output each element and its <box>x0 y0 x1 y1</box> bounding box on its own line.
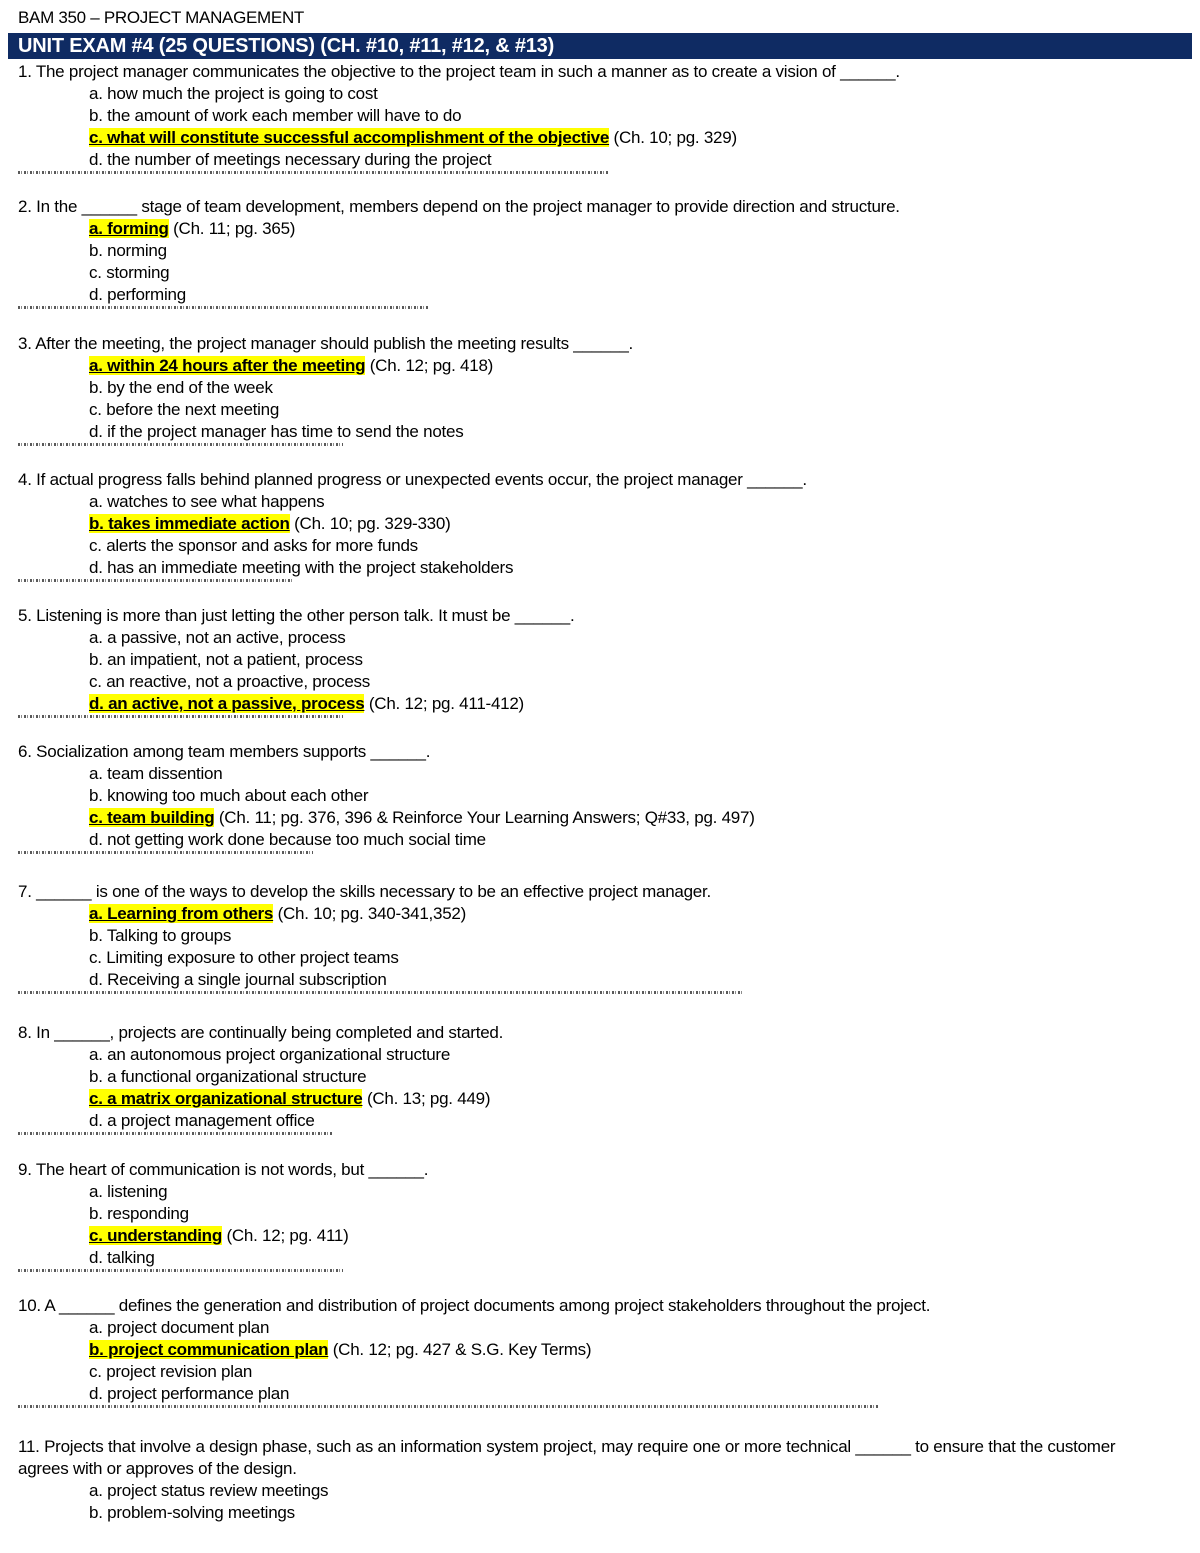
option-text: b. Talking to groups <box>89 926 232 945</box>
question-1 <box>0 61 1200 174</box>
correct-answer-option <box>0 903 1200 925</box>
answer-reference: (Ch. 10; pg. 340-341,352) <box>273 904 467 923</box>
answer-option <box>0 240 1200 262</box>
faint-note-line <box>18 1405 878 1408</box>
option-text: b. a functional organizational structure <box>89 1067 367 1086</box>
answer-option <box>0 557 1200 579</box>
option-text: d. the number of meetings necessary during the project <box>89 150 492 169</box>
option-text: c. Limiting exposure to other project teams <box>89 948 399 967</box>
highlighted-answer-text: b. takes immediate action <box>89 514 290 533</box>
course-header: BAM 350 – PROJECT MANAGEMENT <box>18 8 305 27</box>
answer-option <box>0 535 1200 557</box>
faint-note-line <box>18 443 343 446</box>
faint-note-line <box>18 991 743 994</box>
option-text: d. if the project manager has time to send the notes <box>89 422 464 441</box>
correct-answer-option <box>0 218 1200 240</box>
option-text: b. an impatient, not a patient, process <box>89 650 363 669</box>
answer-option <box>0 1181 1200 1203</box>
question-stem: 5. Listening is more than just letting the other person talk. It must be ______. <box>18 606 575 625</box>
option-text: c. before the next meeting <box>89 400 280 419</box>
answer-option <box>0 969 1200 991</box>
answer-option <box>0 627 1200 649</box>
option-text: a. watches to see what happens <box>89 492 325 511</box>
option-text: a. project status review meetings <box>89 1481 329 1500</box>
question-5 <box>0 605 1200 718</box>
highlighted-answer-text: c. understanding <box>89 1226 222 1245</box>
faint-note-line <box>18 715 343 718</box>
faint-note-line <box>18 1269 343 1272</box>
correct-answer-option <box>0 693 1200 715</box>
option-text: c. an reactive, not a proactive, process <box>89 672 371 691</box>
answer-option <box>0 785 1200 807</box>
answer-reference: (Ch. 12; pg. 427 & S.G. Key Terms) <box>328 1340 592 1359</box>
option-text: b. the amount of work each member will have to do <box>89 106 462 125</box>
question-3 <box>0 333 1200 446</box>
question-stem: 9. The heart of communication is not words, but ______. <box>18 1160 429 1179</box>
option-text: b. by the end of the week <box>89 378 273 397</box>
answer-option <box>0 1110 1200 1132</box>
option-text: c. alerts the sponsor and asks for more funds <box>89 536 418 555</box>
answer-option <box>0 377 1200 399</box>
correct-answer-option <box>0 513 1200 535</box>
answer-option <box>0 925 1200 947</box>
answer-option <box>0 1066 1200 1088</box>
option-text: a. listening <box>89 1182 168 1201</box>
option-text: d. has an immediate meeting with the project stakeholders <box>89 558 514 577</box>
question-stem: 4. If actual progress falls behind planned progress or unexpected events occur, the project manager ______. <box>18 470 807 489</box>
answer-option <box>0 399 1200 421</box>
correct-answer-option <box>0 807 1200 829</box>
answer-option <box>0 649 1200 671</box>
question-6 <box>0 741 1200 854</box>
answer-option <box>0 1247 1200 1269</box>
exam-title-banner: UNIT EXAM #4 (25 QUESTIONS) (CH. #10, #11, #12, & #13) <box>8 33 1192 59</box>
highlighted-answer-text: c. a matrix organizational structure <box>89 1089 363 1108</box>
highlighted-answer-text: a. Learning from others <box>89 904 274 923</box>
option-text: d. talking <box>89 1248 155 1267</box>
answer-reference: (Ch. 11; pg. 376, 396 & Reinforce Your Learning Answers; Q#33, pg. 497) <box>214 808 755 827</box>
question-stem: 7. ______ is one of the ways to develop the skills necessary to be an effective project manager. <box>18 882 711 901</box>
highlighted-answer-text: a. forming <box>89 219 169 238</box>
option-text: d. a project management office <box>89 1111 315 1130</box>
question-stem: 8. In ______, projects are continually being completed and started. <box>18 1023 504 1042</box>
answer-option <box>0 149 1200 171</box>
question-stem: 2. In the ______ stage of team development, members depend on the project manager to provide direction and structure. <box>18 197 900 216</box>
question-11 <box>0 1436 1200 1524</box>
option-text: b. norming <box>89 241 167 260</box>
option-text: d. Receiving a single journal subscription <box>89 970 387 989</box>
faint-note-line <box>18 1132 333 1135</box>
faint-note-line <box>18 306 428 309</box>
answer-option <box>0 763 1200 785</box>
option-text: a. team dissention <box>89 764 223 783</box>
question-stem: 3. After the meeting, the project manager should publish the meeting results ______. <box>18 334 634 353</box>
option-text: d. not getting work done because too much social time <box>89 830 486 849</box>
correct-answer-option <box>0 355 1200 377</box>
option-text: d. project performance plan <box>89 1384 290 1403</box>
answer-option <box>0 1383 1200 1405</box>
question-9 <box>0 1159 1200 1272</box>
answer-reference: (Ch. 12; pg. 411-412) <box>364 694 524 713</box>
option-text: a. a passive, not an active, process <box>89 628 346 647</box>
answer-reference: (Ch. 10; pg. 329-330) <box>289 514 451 533</box>
option-text: d. performing <box>89 285 186 304</box>
answer-option <box>0 284 1200 306</box>
answer-option <box>0 491 1200 513</box>
faint-note-line <box>18 851 313 854</box>
answer-option <box>0 421 1200 443</box>
question-8 <box>0 1022 1200 1135</box>
answer-option <box>0 671 1200 693</box>
correct-answer-option <box>0 1088 1200 1110</box>
highlighted-answer-text: b. project communication plan <box>89 1340 329 1359</box>
answer-reference: (Ch. 11; pg. 365) <box>168 219 296 238</box>
answer-option <box>0 1480 1200 1502</box>
answer-option <box>0 829 1200 851</box>
highlighted-answer-text: c. what will constitute successful accomplishment of the objective <box>89 128 610 147</box>
answer-option <box>0 1361 1200 1383</box>
question-stem: 11. Projects that involve a design phase, such as an information system project, may require one or more technical ______ to ensure that the customer agrees with or approves of the design. <box>18 1437 1116 1478</box>
answer-reference: (Ch. 12; pg. 411) <box>221 1226 349 1245</box>
option-text: b. problem-solving meetings <box>89 1503 295 1522</box>
answer-reference: (Ch. 10; pg. 329) <box>609 128 737 147</box>
highlighted-answer-text: a. within 24 hours after the meeting <box>89 356 366 375</box>
answer-option <box>0 1317 1200 1339</box>
option-text: a. an autonomous project organizational structure <box>89 1045 451 1064</box>
answer-option <box>0 1502 1200 1524</box>
highlighted-answer-text: c. team building <box>89 808 215 827</box>
question-4 <box>0 469 1200 582</box>
question-7 <box>0 881 1200 994</box>
question-2 <box>0 196 1200 309</box>
answer-reference: (Ch. 12; pg. 418) <box>365 356 494 375</box>
correct-answer-option <box>0 127 1200 149</box>
correct-answer-option <box>0 1225 1200 1247</box>
option-text: c. project revision plan <box>89 1362 253 1381</box>
answer-option <box>0 83 1200 105</box>
answer-option <box>0 947 1200 969</box>
answer-option <box>0 1044 1200 1066</box>
answer-option <box>0 262 1200 284</box>
answer-reference: (Ch. 13; pg. 449) <box>362 1089 491 1108</box>
correct-answer-option <box>0 1339 1200 1361</box>
highlighted-answer-text: d. an active, not a passive, process <box>89 694 365 713</box>
option-text: b. responding <box>89 1204 189 1223</box>
option-text: c. storming <box>89 263 170 282</box>
question-10 <box>0 1295 1200 1408</box>
question-stem: 6. Socialization among team members supports ______. <box>18 742 431 761</box>
option-text: a. how much the project is going to cost <box>89 84 378 103</box>
question-stem: 10. A ______ defines the generation and distribution of project documents among project stakeholders throughout the project. <box>18 1296 931 1315</box>
question-stem: 1. The project manager communicates the objective to the project team in such a manner as to create a vision of ______. <box>18 62 900 81</box>
option-text: b. knowing too much about each other <box>89 786 369 805</box>
answer-option <box>0 105 1200 127</box>
faint-note-line <box>18 171 608 174</box>
option-text: a. project document plan <box>89 1318 270 1337</box>
faint-note-line <box>18 579 293 582</box>
answer-option <box>0 1203 1200 1225</box>
